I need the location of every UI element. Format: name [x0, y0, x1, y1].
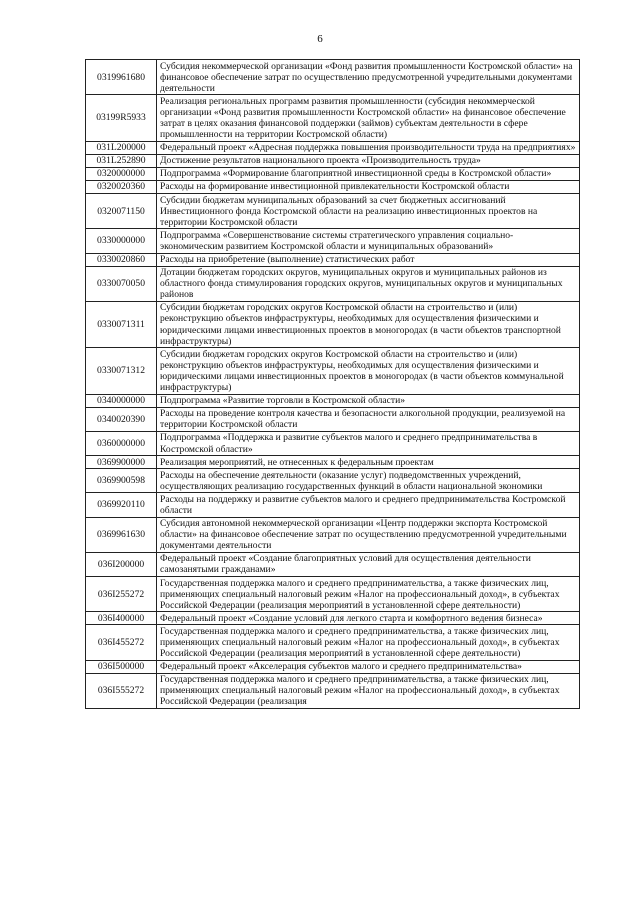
table-row [86, 660, 580, 673]
classification-code: 031L200000 [86, 141, 157, 154]
expense-description: Подпрограмма «Поддержка и развитие субъектов малого и среднего предпринимательства в Костромской области» [157, 431, 580, 455]
classification-code: 0340000000 [86, 394, 157, 407]
expense-description: Государственная поддержка малого и среднего предпринимательства, а также физических лиц, применяющих специальный налоговый режим «Налог на профессиональный доход», в субъектах Российской Федерации (реализация мероприятий в установленной сфере деятельности) [157, 625, 580, 660]
classification-code: 0330070050 [86, 266, 157, 301]
classification-code: 0330071312 [86, 348, 157, 394]
classification-code: 0319961680 [86, 60, 157, 95]
table-row [86, 517, 580, 552]
classification-code: 036I500000 [86, 660, 157, 673]
expense-description: Дотации бюджетам городских округов, муниципальных округов и муниципальных районов из областного фонда стимулирования городских округов, муниципальных округов и муниципальных районов [157, 266, 580, 301]
table-row [86, 154, 580, 167]
classification-code: 0369900000 [86, 456, 157, 469]
expense-description: Государственная поддержка малого и среднего предпринимательства, а также физических лиц, применяющих специальный налоговый режим «Налог на профессиональный доход», в субъектах Российской Федерации (реализация мероприятий в установленной сфере деятельности) [157, 577, 580, 612]
expense-description: Федеральный проект «Акселерация субъектов малого и среднего предпринимательства» [157, 660, 580, 673]
expense-description: Субсидии бюджетам муниципальных образований за счет бюджетных ассигнований Инвестиционного фонда Костромской области на реализацию инвестиционных проектов на территории Костромской области [157, 194, 580, 229]
expense-description: Подпрограмма «Совершенствование системы стратегического управления социально-экономическим развитием Костромской области и муниципальных образований» [157, 229, 580, 253]
expense-description: Расходы на приобретение (выполнение) статистических работ [157, 253, 580, 266]
expense-description: Расходы на проведение контроля качества и безопасности алкогольной продукции, реализуемой на территории Костромской области [157, 407, 580, 431]
table-row [86, 180, 580, 193]
classification-code: 0369900598 [86, 469, 157, 493]
table-row [86, 577, 580, 612]
expense-description: Государственная поддержка малого и среднего предпринимательства, а также физических лиц, применяющих специальный налоговый режим «Налог на профессиональный доход», в субъектах Российской Федерации (реализация [157, 673, 580, 708]
table-row [86, 673, 580, 708]
classification-code: 0330020860 [86, 253, 157, 266]
table-row [86, 456, 580, 469]
classification-code: 0369920110 [86, 493, 157, 517]
expense-description: Федеральный проект «Адресная поддержка повышения производительности труда на предприятиях» [157, 141, 580, 154]
expense-description: Реализация мероприятий, не отнесенных к федеральным проектам [157, 456, 580, 469]
table-row [86, 167, 580, 180]
classification-code: 036I200000 [86, 552, 157, 576]
classification-code: 0340020390 [86, 407, 157, 431]
table-row [86, 552, 580, 576]
table-row [86, 625, 580, 660]
budget-codes-table [85, 59, 580, 709]
expense-description: Расходы на формирование инвестиционной привлекательности Костромской области [157, 180, 580, 193]
expense-description: Субсидии бюджетам городских округов Костромской области на строительство и (или) реконструкцию объектов инфраструктуры, необходимых для осуществления физическими и юридическими лицами инвестиционных проектов в моногородах (в части объектов коммунальной инфраструктуры) [157, 348, 580, 394]
classification-code: 0369961630 [86, 517, 157, 552]
table-row [86, 431, 580, 455]
table-row [86, 394, 580, 407]
expense-description: Подпрограмма «Развитие торговли в Костромской области» [157, 394, 580, 407]
table-row [86, 60, 580, 95]
classification-code: 03199R5933 [86, 95, 157, 141]
table-row [86, 612, 580, 625]
table-row [86, 407, 580, 431]
table-row [86, 469, 580, 493]
table-row [86, 301, 580, 347]
page-number: 6 [317, 33, 323, 45]
expense-description: Расходы на обеспечение деятельности (оказание услуг) подведомственных учреждений, осуществляющих реализацию государственных функций в области национальной экономики [157, 469, 580, 493]
table-body [86, 60, 580, 709]
classification-code: 036I555272 [86, 673, 157, 708]
table-row [86, 266, 580, 301]
table-row [86, 493, 580, 517]
expense-description: Федеральный проект «Создание условий для легкого старта и комфортного ведения бизнеса» [157, 612, 580, 625]
expense-description: Федеральный проект «Создание благоприятных условий для осуществления деятельности самозанятыми гражданами» [157, 552, 580, 576]
classification-code: 031L252890 [86, 154, 157, 167]
table-row [86, 348, 580, 394]
table-row [86, 253, 580, 266]
expense-description: Расходы на поддержку и развитие субъектов малого и среднего предпринимательства Костромской области [157, 493, 580, 517]
classification-code: 0320071150 [86, 194, 157, 229]
table-row [86, 194, 580, 229]
table-row [86, 141, 580, 154]
expense-description: Реализация региональных программ развития промышленности (субсидия некоммерческой организации «Фонд развития промышленности Костромской области» на финансовое обеспечение затрат в целях оказания финансовой поддержки (займов) субъектам деятельности в сфере промышленности на территории Костромской области) [157, 95, 580, 141]
classification-code: 0360000000 [86, 431, 157, 455]
classification-code: 0330071311 [86, 301, 157, 347]
expense-description: Субсидия некоммерческой организации «Фонд развития промышленности Костромской области» на финансовое обеспечение затрат по осуществлению предусмотренной учредительными документами деятельности [157, 60, 580, 95]
classification-code: 0320020360 [86, 180, 157, 193]
table-row [86, 95, 580, 141]
classification-code: 036I400000 [86, 612, 157, 625]
expense-description: Подпрограмма «Формирование благоприятной инвестиционной среды в Костромской области» [157, 167, 580, 180]
table-row [86, 229, 580, 253]
classification-code: 036I455272 [86, 625, 157, 660]
expense-description: Субсидии бюджетам городских округов Костромской области на строительство и (или) реконструкцию объектов инфраструктуры, необходимых для осуществления физическими и юридическими лицами инвестиционных проектов в моногородах (в части объектов транспортной инфраструктуры) [157, 301, 580, 347]
classification-code: 0320000000 [86, 167, 157, 180]
classification-code: 036I255272 [86, 577, 157, 612]
expense-description: Субсидия автономной некоммерческой организации «Центр поддержки экспорта Костромской области» на финансовое обеспечение затрат по осуществлению предусмотренной учредительными документами деятельности [157, 517, 580, 552]
classification-code: 0330000000 [86, 229, 157, 253]
expense-description: Достижение результатов национального проекта «Производительность труда» [157, 154, 580, 167]
